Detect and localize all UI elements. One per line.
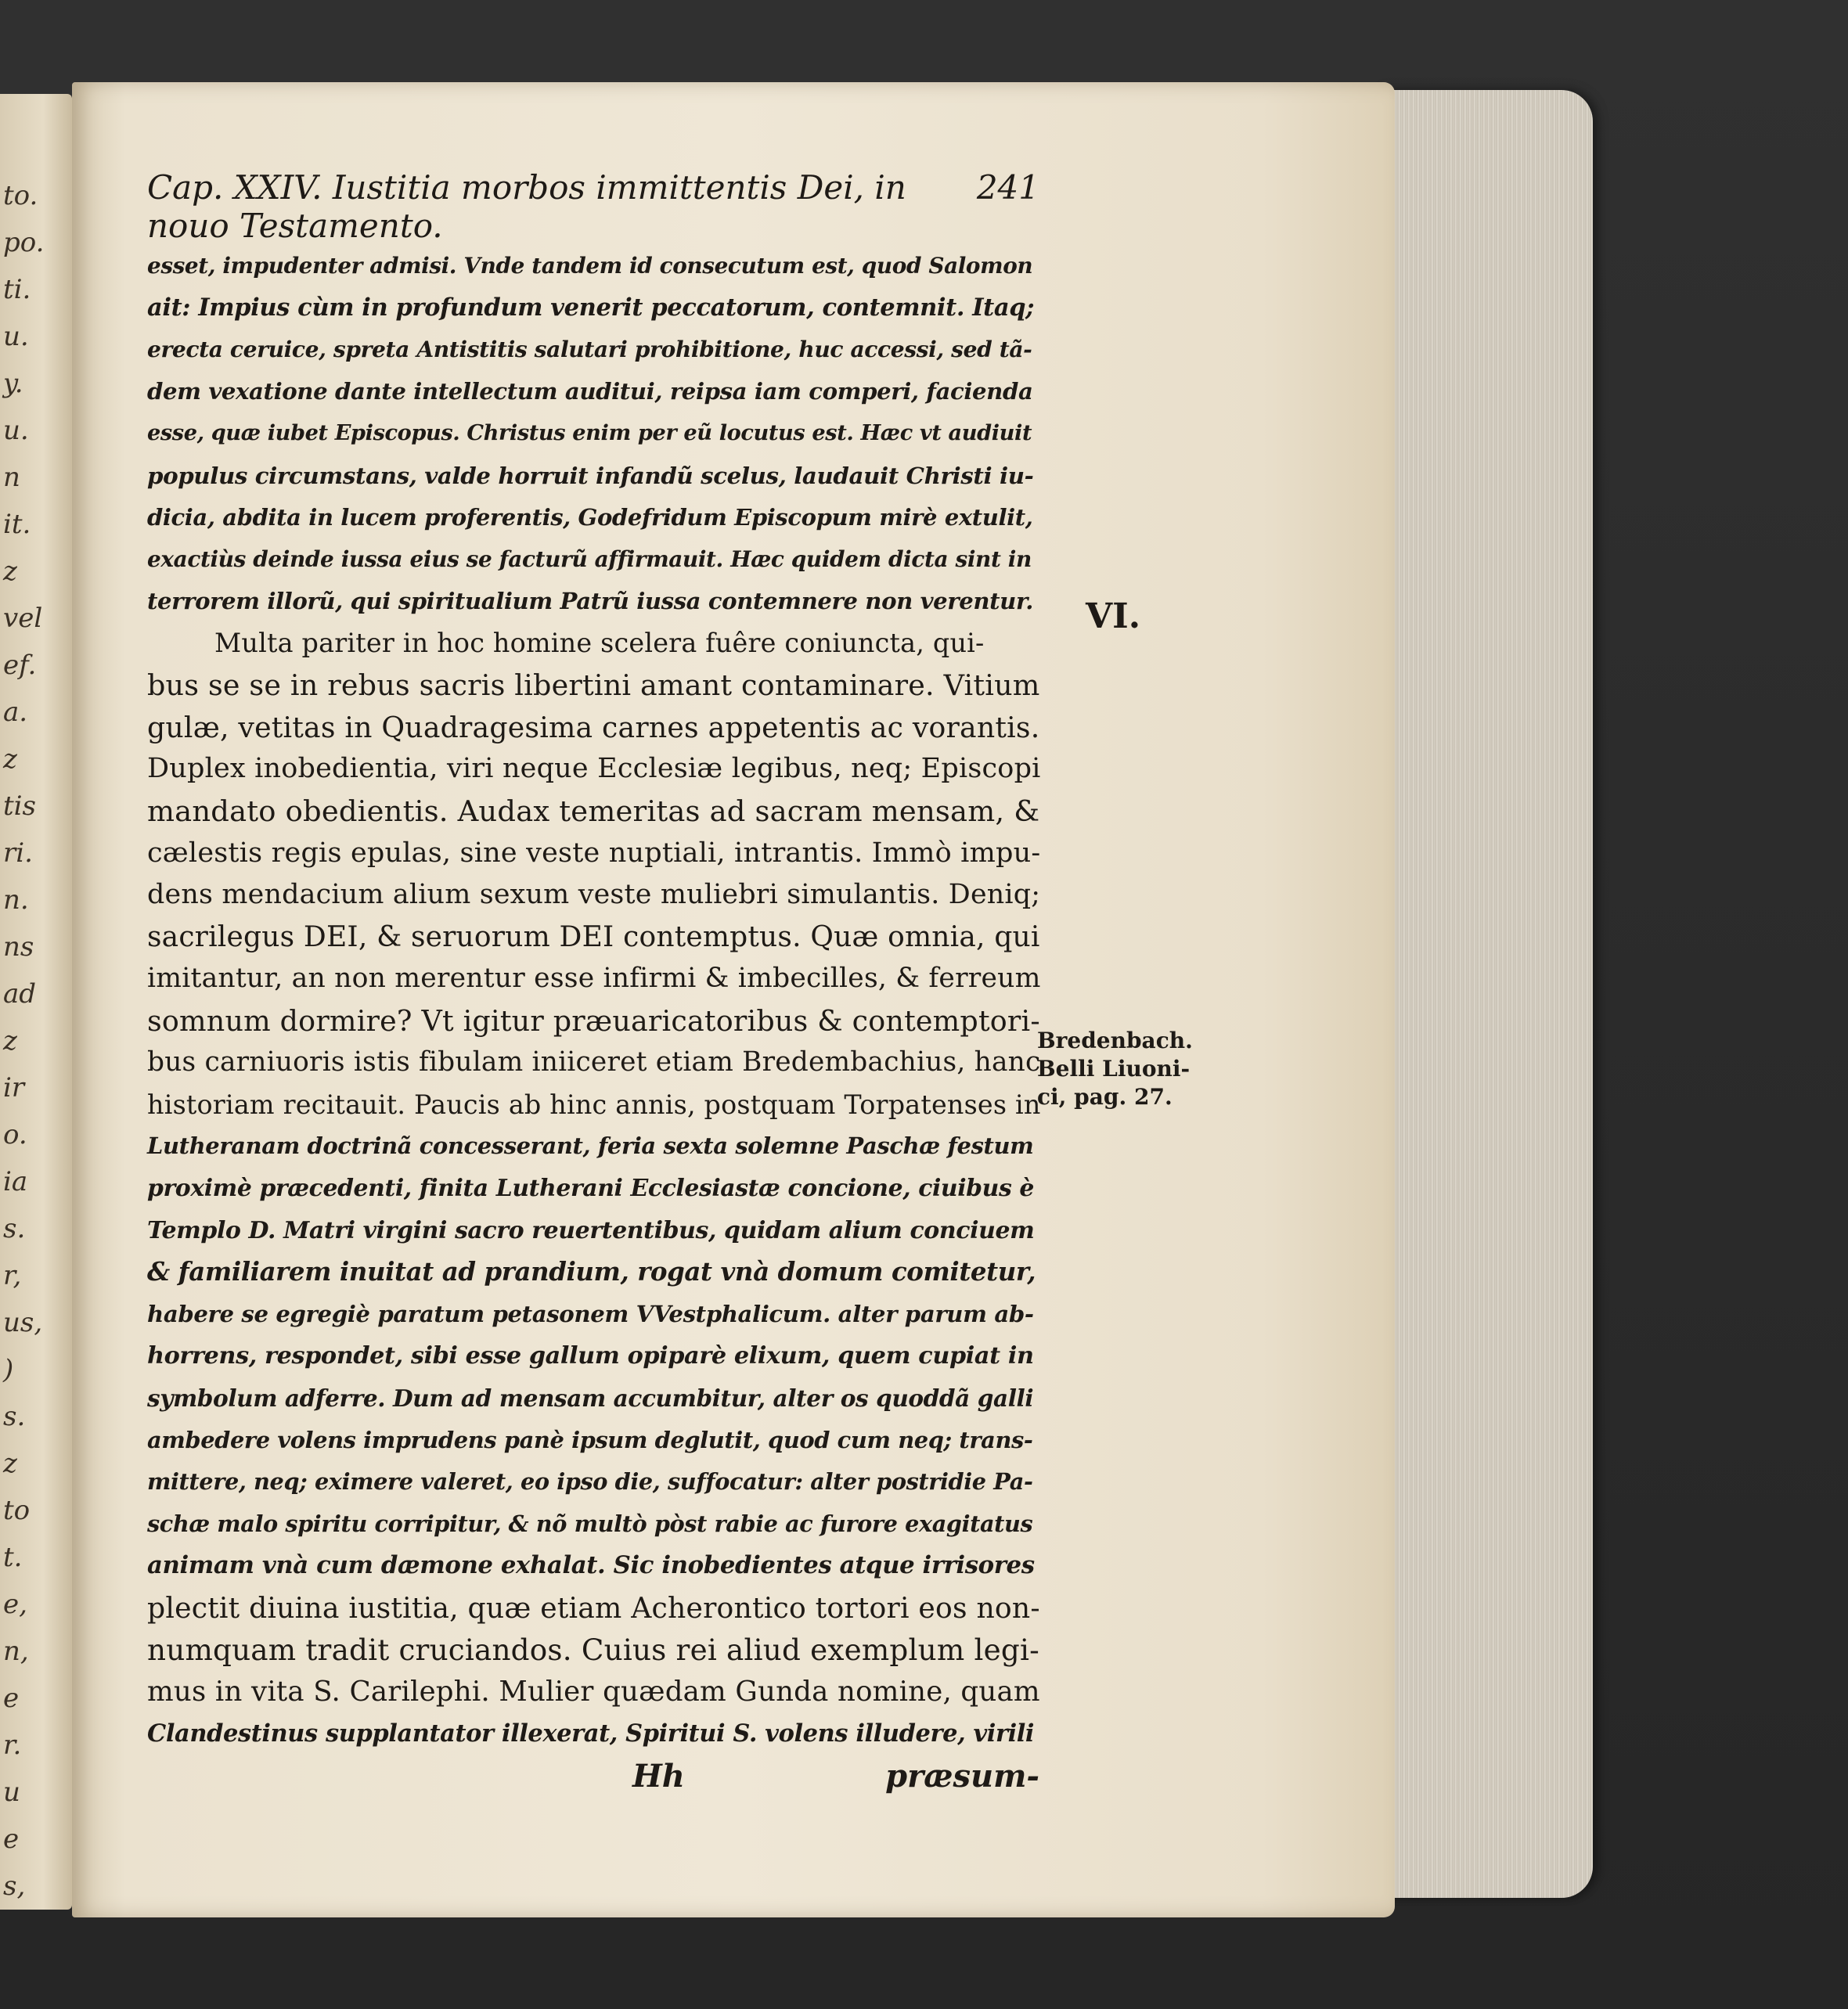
running-head	[147, 168, 1039, 245]
previous-page-edge	[0, 94, 72, 1910]
previous-page-fragment: y.	[3, 368, 23, 399]
text-line: imitantur, an non merentur esse infirmi & imbecilles, & ferreum	[147, 963, 1041, 995]
text-line: proximè præcedenti, finita Lutherani Ecclesiastæ concione, ciuibus è	[147, 1175, 1034, 1203]
previous-page-fragment: z	[3, 1025, 17, 1057]
previous-page-fragment: us,	[3, 1307, 43, 1338]
text-line: animam vnà cum dæmone exhalat. Sic inobedientes atque irrisores	[147, 1551, 1035, 1580]
text-line: bus carniuoris istis fibulam iniiceret etiam Bredembachius, hanc	[147, 1046, 1041, 1078]
text-line: erecta ceruice, spreta Antistitis salutari prohibitione, huc accessi, sed tã-	[147, 337, 1032, 363]
previous-page-fragment: a.	[3, 697, 28, 728]
page-number: 241	[976, 168, 1039, 207]
previous-page-fragment: s.	[3, 1213, 26, 1244]
text-line: ambedere volens imprudens panè ipsum deglutit, quod cum neq; trans-	[147, 1426, 1033, 1453]
page-text-block	[147, 168, 1039, 1795]
catchword: præsum-	[885, 1758, 1039, 1795]
text-line: Clandestinus supplantator illexerat, Spiritui S. volens illudere, virili	[147, 1719, 1035, 1748]
text-line: esse, quæ iubet Episcopus. Christus enim per eũ locutus est. Hæc vt audiuit	[147, 420, 1032, 446]
previous-page-fragment: s.	[3, 1401, 26, 1432]
previous-page-fragment: ti.	[3, 274, 31, 305]
text-line: exactiùs deinde iussa eius se facturũ affirmauit. Hæc quidem dicta sint in	[147, 546, 1032, 573]
body-lines	[147, 245, 1039, 1755]
text-line: terrorem illorũ, qui spiritualium Patrũ iussa contemnere non verentur.	[147, 587, 1033, 614]
page-footer	[147, 1758, 1039, 1795]
previous-page-fragment: z	[3, 743, 17, 775]
text-line: dicia, abdita in lucem proferentis, Godefridum Episcopum mirè extulit,	[147, 503, 1033, 531]
text-line: populus circumstans, valde horruit infandũ scelus, laudauit Christi iu-	[147, 461, 1034, 489]
margin-citation	[1037, 1027, 1193, 1111]
previous-page-fragment: o.	[3, 1119, 27, 1150]
text-line: mittere, neq; eximere valeret, eo ipso die, suffocatur: alter postridie Pa-	[147, 1468, 1033, 1496]
text-line: mus in vita S. Carilephi. Mulier quædam Gunda nomine, quam	[147, 1676, 1040, 1708]
text-line: Lutheranam doctrinã concesserant, feria sexta solemne Paschæ festum	[147, 1132, 1034, 1160]
previous-page-fragment: tis	[3, 790, 36, 822]
previous-page-fragment: n.	[3, 884, 29, 916]
text-line: somnum dormire? Vt igitur præuaricatoribus & contemptori-	[147, 1003, 1040, 1038]
text-line: & familiarem inuitat ad prandium, rogat vnà domum comitetur,	[147, 1257, 1036, 1287]
text-line: horrens, respondet, sibi esse gallum opiparè elixum, quem cupiat in	[147, 1342, 1034, 1370]
previous-page-fragment: it.	[3, 509, 31, 540]
text-line: historiam recitauit. Paucis ab hinc annis, postquam Torpatenses in	[147, 1089, 1041, 1120]
signature-mark: Hh	[632, 1758, 685, 1795]
margin-citation-line: Belli Liuoni-	[1037, 1056, 1191, 1082]
text-line: numquam tradit cruciandos. Cuius rei aliud exemplum legi-	[147, 1632, 1039, 1667]
text-line: mandato obedientis. Audax temeritas ad sacram mensam, &	[147, 794, 1040, 828]
running-head-title: Cap. XXIV. Iustitia morbos immittentis Dei, in nouo Testamento.	[147, 168, 906, 245]
previous-page-fragment: z	[3, 556, 17, 587]
margin-citation-line: ci, pag. 27.	[1037, 1084, 1173, 1110]
text-line: dens mendacium alium sexum veste muliebri simulantis. Deniq;	[147, 878, 1041, 910]
text-line: habere se egregiè paratum petasonem VVestphalicum. alter parum ab-	[147, 1300, 1034, 1327]
text-line: dem vexatione dante intellectum auditui, reipsa iam comperi, facienda	[147, 377, 1033, 405]
previous-page-fragment: po.	[3, 227, 45, 258]
previous-page-fragment: u.	[3, 415, 29, 446]
margin-section-number: VI.	[1086, 596, 1141, 636]
previous-page-fragment: e	[3, 1683, 20, 1714]
previous-page-fragment: e,	[3, 1589, 27, 1620]
text-line: schæ malo spiritu corripitur, & nõ multò pòst rabie ac furore exagitatus	[147, 1510, 1033, 1537]
text-line: bus se se in rebus sacris libertini amant contaminare. Vitium	[147, 668, 1040, 702]
previous-page-fragment: ad	[3, 978, 37, 1010]
text-line: cælestis regis epulas, sine veste nuptiali, intrantis. Immò impu-	[147, 837, 1041, 869]
text-line: sacrilegus DEI, & seruorum DEI contemptus. Quæ omnia, qui	[147, 920, 1040, 953]
previous-page-fragment: n	[3, 462, 20, 493]
previous-page-fragment: ns	[3, 931, 34, 963]
previous-page-fragment: e	[3, 1824, 20, 1855]
previous-page-fragment: n,	[3, 1636, 29, 1667]
text-line: Multa pariter in hoc homine scelera fuêre coniuncta, qui-	[214, 628, 985, 659]
previous-page-fragment: u.	[3, 321, 29, 352]
text-line: plectit diuina iustitia, quæ etiam Acherontico tortori eos non-	[147, 1591, 1040, 1625]
previous-page-fragment: ri.	[3, 837, 33, 869]
previous-page-fragment: u	[3, 1777, 20, 1808]
previous-page-fragment: ir	[3, 1072, 25, 1104]
previous-page-fragment: r,	[3, 1260, 22, 1291]
text-line: Templo D. Matri virgini sacro reuertentibus, quidam alium conciuem	[147, 1216, 1035, 1244]
previous-page-fragment: s,	[3, 1870, 26, 1902]
previous-page-fragment: ef.	[3, 650, 37, 681]
book-fore-edge	[1378, 90, 1593, 1898]
previous-page-fragment: z	[3, 1448, 17, 1479]
previous-page-fragment: )	[3, 1354, 14, 1385]
previous-page-fragment: to	[3, 1495, 31, 1526]
previous-page-fragment: t.	[3, 1542, 23, 1573]
previous-page-fragment: vel	[3, 603, 43, 634]
previous-page-fragment: r.	[3, 1730, 22, 1761]
text-line: symbolum adferre. Dum ad mensam accumbitur, alter os quoddã galli	[147, 1384, 1034, 1413]
margin-citation-line: Bredenbach.	[1037, 1028, 1193, 1053]
text-line: esset, impudenter admisi. Vnde tandem id consecutum est, quod Salomon	[147, 253, 1033, 279]
text-line: Duplex inobedientia, viri neque Ecclesiæ legibus, neq; Episcopi	[147, 753, 1041, 785]
text-line: gulæ, vetitas in Quadragesima carnes appetentis ac vorantis.	[147, 710, 1040, 744]
previous-page-fragment: ia	[3, 1166, 28, 1197]
previous-page-fragment: to.	[3, 180, 38, 211]
text-line: ait: Impius cùm in profundum venerit peccatorum, contemnit. Itaq;	[147, 293, 1035, 322]
